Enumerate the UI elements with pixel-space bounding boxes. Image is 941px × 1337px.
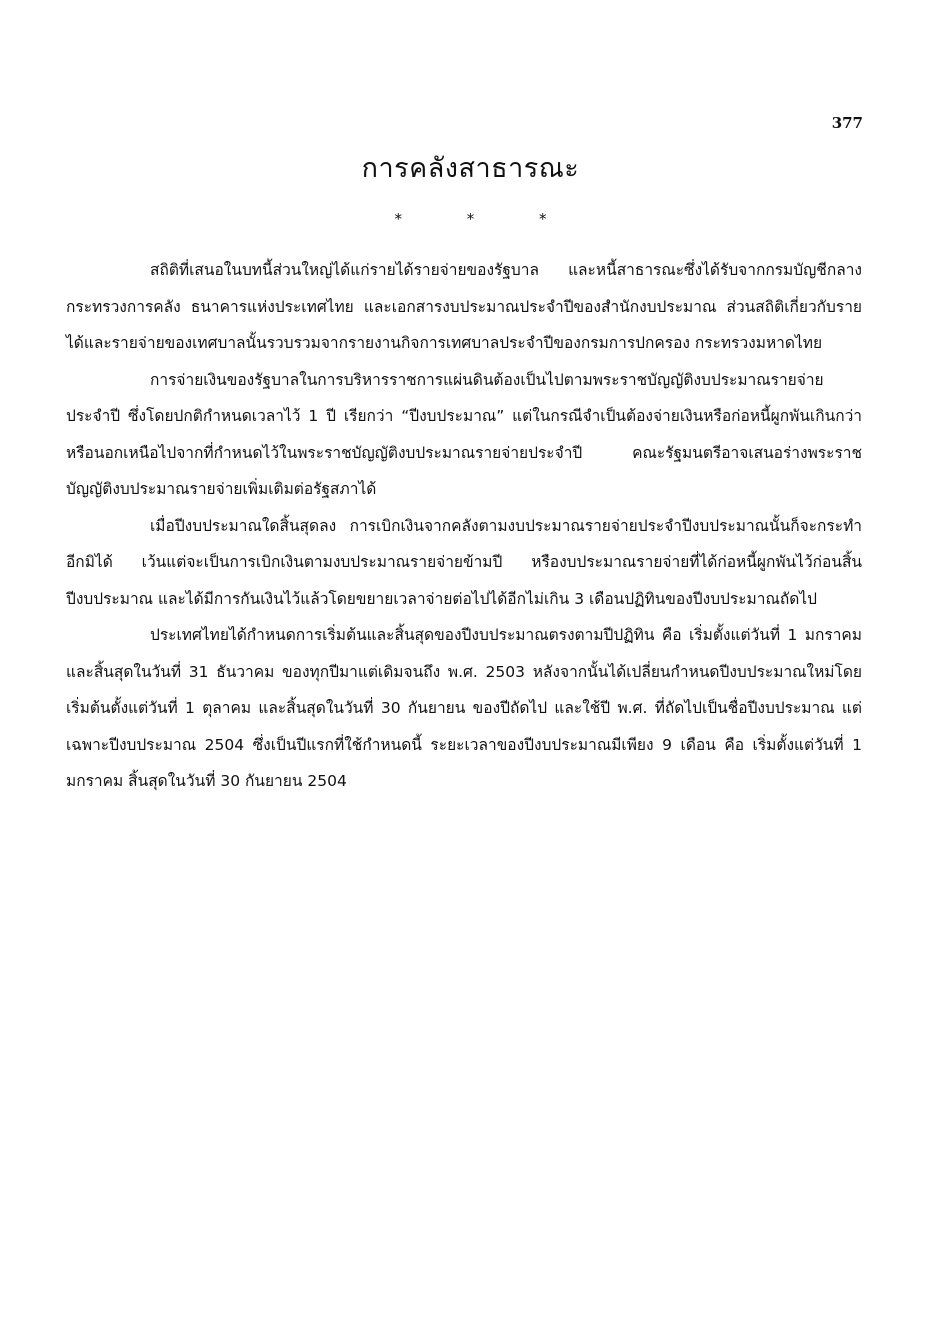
paragraph-fiscal-year-history: ประเทศไทยได้กำหนดการเริ่มต้นและสิ้นสุดของปีงบประมาณตรงตามปีปฏิทิน คือ เริ่มตั้งแต่วันที่ 1 มกราคม และสิ้นสุดในวันที่ 31 ธันวาคม ของทุกปีมาแต่เดิมจนถึง พ.ศ. 2503 หลังจากนั้นได้เปลี่ยนกำหนดปีงบประมาณใหม่โดยเริ่มต้นตั้งแต่วันที่ 1 ตุลาคม และสิ้นสุดในวันที่ 30 กันยายน ของปีถัดไป และใช้ปี พ.ศ. ที่ถัดไปเป็นชื่อปีงบประมาณ แต่เฉพาะปีงบประมาณ 2504 ซึ่งเป็นปีแรกที่ใช้กำหนดนี้ ระยะเวลาของปีงบประมาณมีเพียง 9 เดือน คือ เริ่มตั้งแต่วันที่ 1 มกราคม สิ้นสุดในวันที่ 30 กันยายน 2504 — [66, 626, 862, 790]
page-number: 377 — [831, 114, 863, 132]
page-title: การคลังสาธารณะ — [361, 153, 580, 184]
document-body — [66, 252, 862, 800]
section-separator: * * * — [394, 210, 577, 228]
paragraph-budget-act: การจ่ายเงินของรัฐบาลในการบริหารราชการแผ่นดินต้องเป็นไปตามพระราชบัญญัติงบประมาณรายจ่ายประจำปี ซึ่งโดยปกติกำหนดเวลาไว้ 1 ปี เรียกว่า “ปีงบประมาณ” แต่ในกรณีจำเป็นต้องจ่ายเงินหรือก่อหนี้ผูกพันเกินกว่าหรือนอกเหนือไปจากที่กำหนดไว้ในพระราชบัญญัติงบประมาณรายจ่ายประจำปี คณะรัฐมนตรีอาจเสนอร่างพระราชบัญญัติงบประมาณรายจ่ายเพิ่มเติมต่อรัฐสภาได้ — [66, 370, 862, 498]
paragraph-fiscal-year-end: เมื่อปีงบประมาณใดสิ้นสุดลง การเบิกเงินจากคลังตามงบประมาณรายจ่ายประจำปีงบประมาณนั้นก็จะกระทำอีกมิได้ เว้นแต่จะเป็นการเบิกเงินตามงบประมาณรายจ่ายข้ามปี หรืองบประมาณรายจ่ายที่ได้ก่อหนี้ผูกพันไว้ก่อนสิ้นปีงบประมาณ และได้มีการกันเงินไว้แล้วโดยขยายเวลาจ่ายต่อไปได้อีกไม่เกิน 3 เดือนปฏิทินของปีงบประมาณถัดไป — [66, 516, 862, 608]
paragraph-data-sources: สถิติที่เสนอในบทนี้ส่วนใหญ่ได้แก่รายได้รายจ่ายของรัฐบาล และหนี้สาธารณะซึ่งได้รับจากกรมบัญชีกลาง กระทรวงการคลัง ธนาคารแห่งประเทศไทย และเอกสารงบประมาณประจำปีของสำนักงบประมาณ ส่วนสถิติเกี่ยวกับรายได้และรายจ่ายของเทศบาลนั้นรวบรวมจากรายงานกิจการเทศบาลประจำปีของกรมการปกครอง กระทรวงมหาดไทย — [66, 261, 862, 352]
